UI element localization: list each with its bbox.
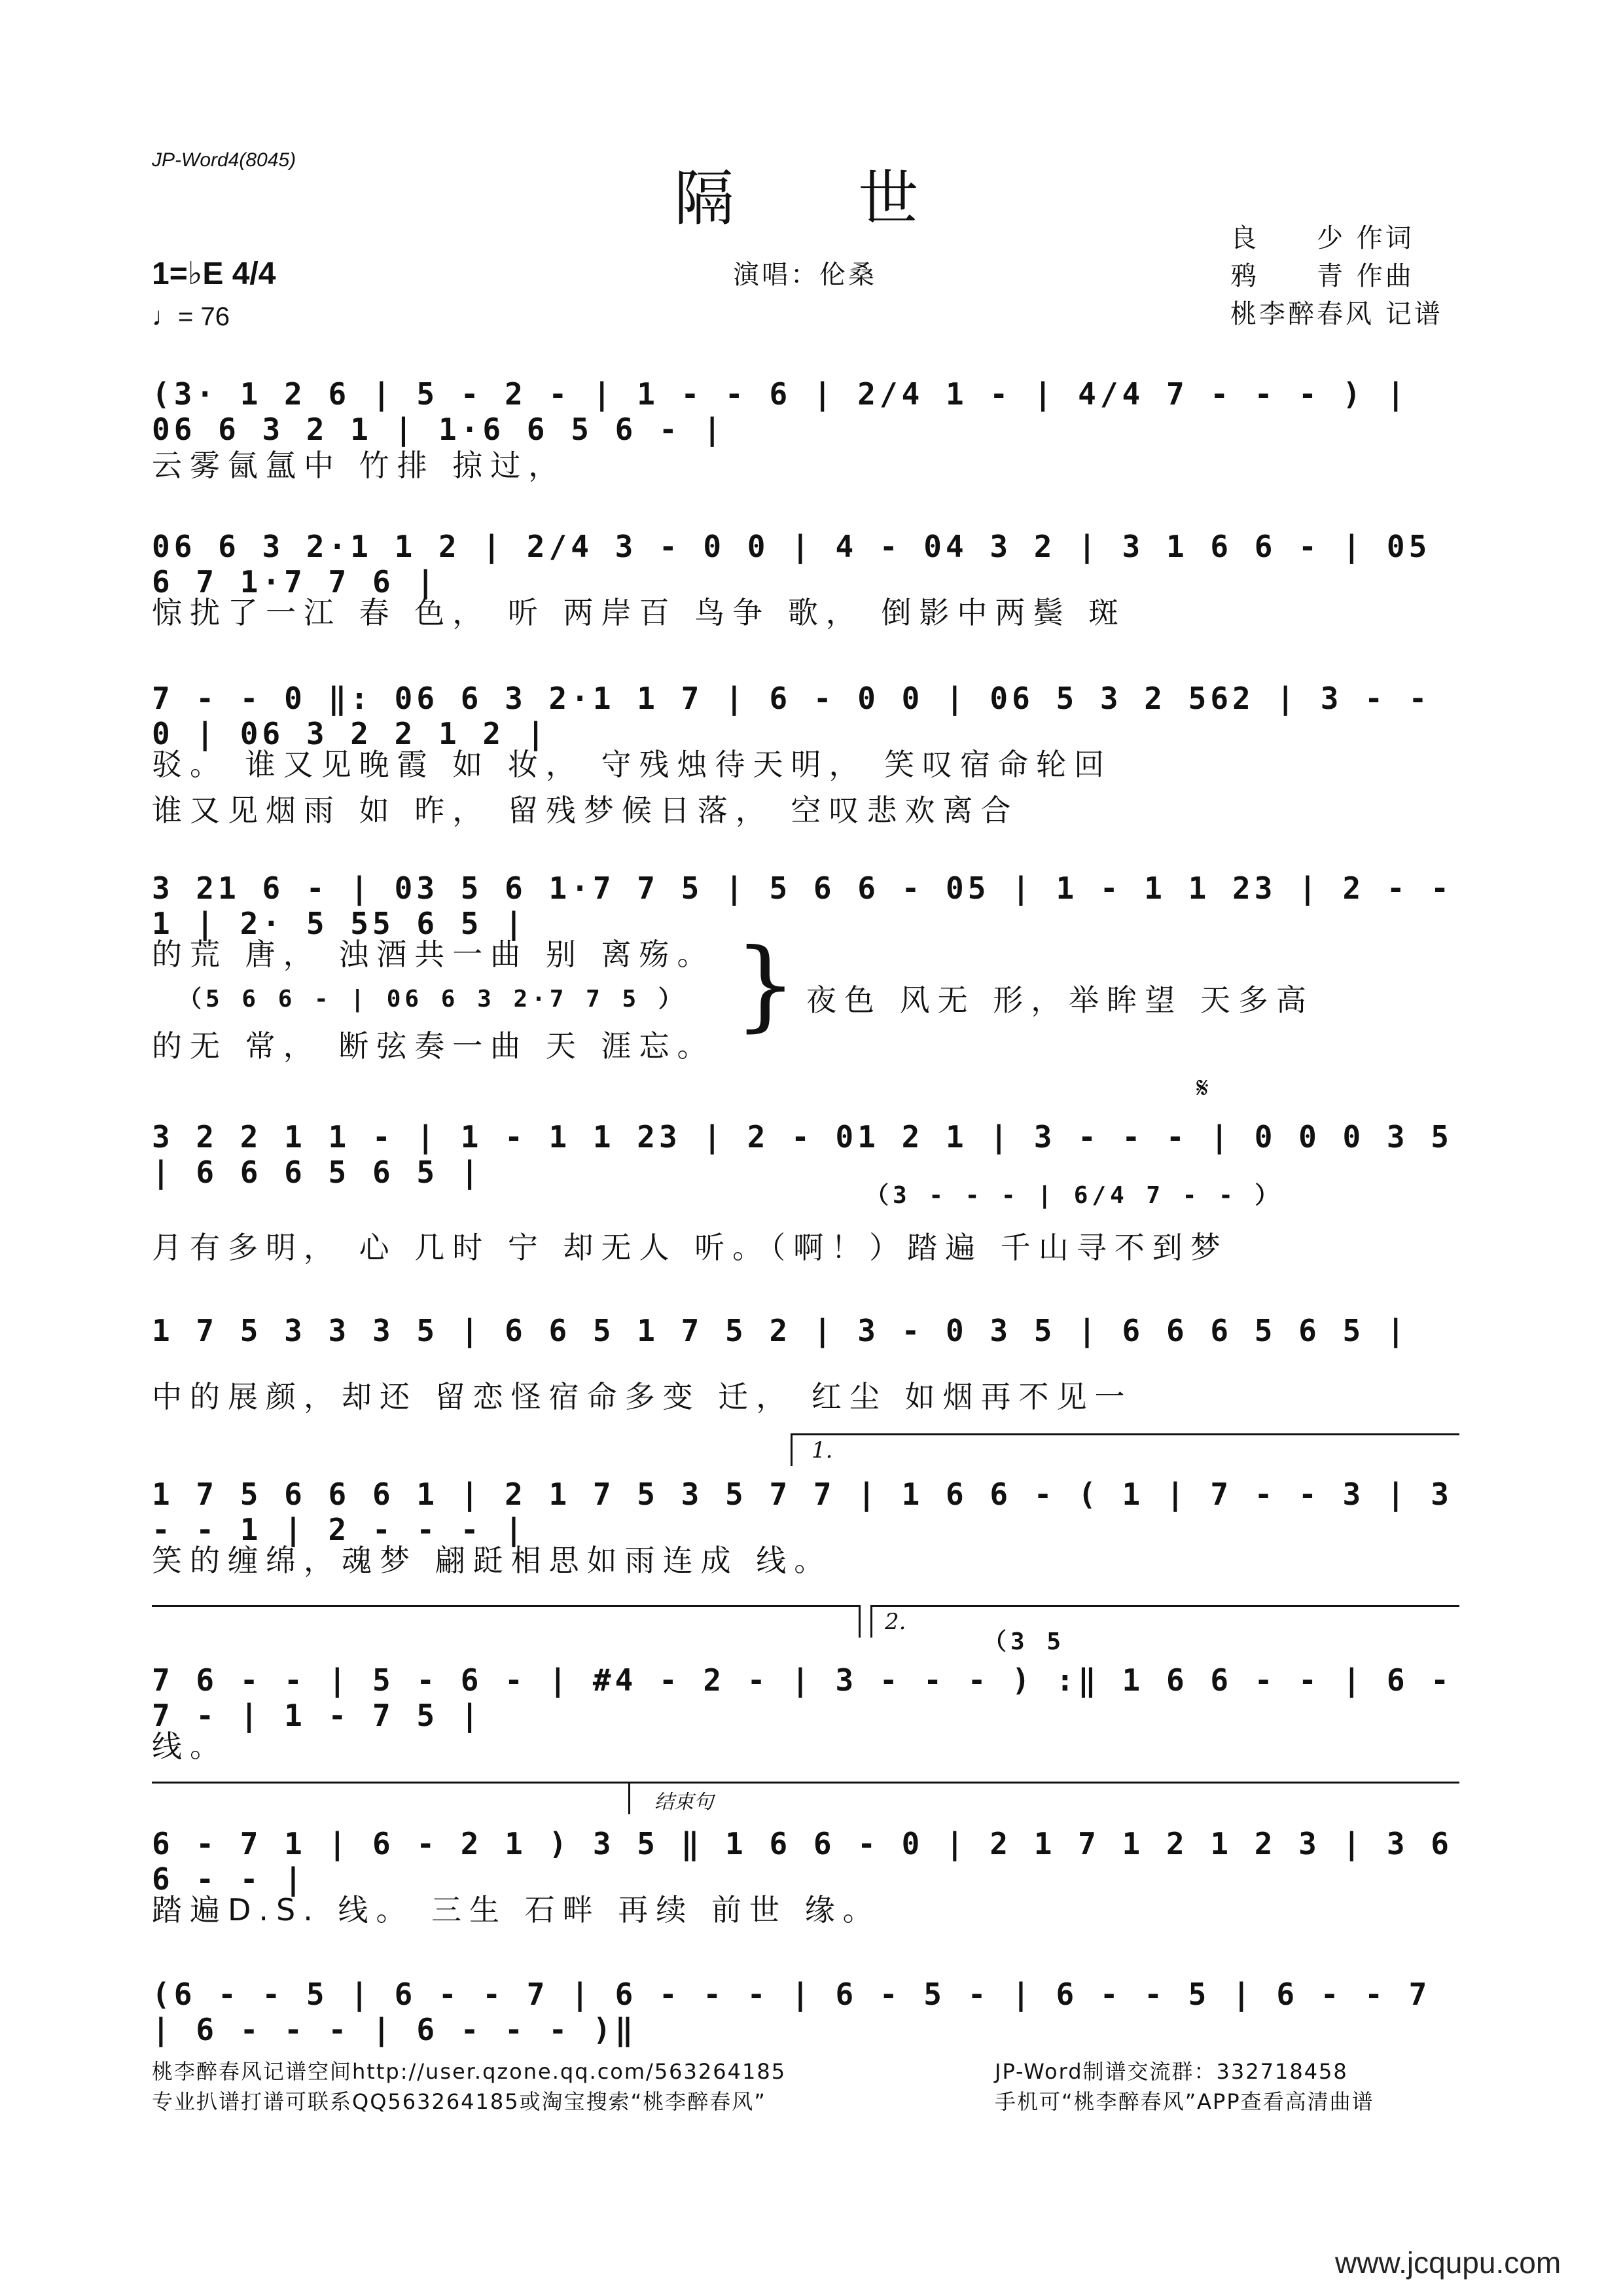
notation-line: (6 - - 5 | 6 - - 7 | 6 - - - | 6 - 5 - | 6 - - 5 | 6 - - 7 | 6 - - - | 6 - - - )‖ <box>152 1977 1431 2047</box>
composer-credit: 鸦 青 作曲 <box>1230 261 1414 291</box>
coda-label: 结束句 <box>654 1791 713 1813</box>
lyric-line: 踏遍D.S. 线。 三生 石畔 再续 前世 缘。 <box>152 1892 881 1928</box>
instrumental-interlude: （5 6 6 - | 06 6 3 2·7 7 5 ） <box>178 986 686 1013</box>
lyric-line-shared: 夜色 风无 形，举眸望 天多高 <box>806 982 1314 1018</box>
volta-bracket-1-end <box>859 1605 861 1638</box>
footer-app: 手机可“桃李醉春风”APP查看高清曲谱 <box>995 2089 1374 2114</box>
coda-bracket <box>152 1782 1459 1784</box>
second-ending-label: 2. <box>885 1609 906 1635</box>
lyric-line-verse1: 驳。 谁又见晚霞 如 妆， 守残烛待天明， 笑叹宿命轮回 <box>152 747 1113 782</box>
singer-label: 演唱：伦桑 <box>733 260 877 290</box>
key-signature: 1=♭E 4/4 <box>152 257 276 291</box>
first-ending-label: 1. <box>812 1437 833 1463</box>
lyric-line-verse1: 的荒 唐， 浊酒共一曲 别 离殇。 <box>152 937 715 972</box>
song-title: 隔 世 <box>674 164 971 234</box>
volta-bracket-2-edge <box>870 1605 872 1638</box>
notation-line: 7 6 - - | 5 - 6 - | #4 - 2 - | 3 - - - ) :‖ 1 6 6 - - | 6 - 7 - | 1 - 7 5 | <box>152 1662 1453 1733</box>
lyric-line: 惊扰了一江 春 色， 听 两岸百 鸟争 歌， 倒影中两鬓 斑 <box>152 595 1126 630</box>
footer-contact: 专业扒谱打谱可联系QQ563264185或淘宝搜索“桃李醉春风” <box>152 2089 766 2114</box>
volta-bracket-2 <box>870 1605 1459 1607</box>
software-label: JP-Word4(8045) <box>152 149 296 171</box>
volta-bracket-1-continued <box>152 1605 859 1607</box>
segno-sign: 𝄋 <box>1196 1072 1209 1104</box>
notation-line: 6 - 7 1 | 6 - 2 1 ) 3 5 ‖ 1 6 6 - 0 | 2 1 7 1 2 1 2 3 | 3 6 6 - - | <box>152 1826 1453 1897</box>
accompaniment-line: （3 - - - | 6/4 7 - - ） <box>865 1182 1283 1209</box>
lyric-line: 云雾氤氲中 竹排 掠过， <box>152 448 567 483</box>
footer-group: JP-Word制谱交流群：332718458 <box>995 2059 1348 2084</box>
lyric-line-verse2: 的无 常， 断弦奏一曲 天 涯忘。 <box>152 1028 715 1064</box>
volta-bracket-1-edge <box>791 1433 793 1466</box>
footer-qzone-link: 桃李醉春风记谱空间http://user.qzone.qq.com/563264185 <box>152 2059 787 2084</box>
notation-line: 06 6 3 2·1 1 2 | 2/4 3 - 0 0 | 4 - 04 3 2 | 3 1 6 6 - | 05 6 7 1·7 7 6 | <box>152 529 1431 600</box>
notation-line: 1 7 5 6 6 6 1 | 2 1 7 5 3 5 7 7 | 1 6 6 - ( 1 | 7 - - 3 | 3 - - 1 | 2 - - - | <box>152 1477 1453 1547</box>
volta-bracket-1 <box>791 1433 1459 1435</box>
notation-line: 3 21 6 - | 03 5 6 1·7 7 5 | 5 6 6 - 05 | 1 - 1 1 23 | 2 - - 1 | 2· 5 55 6 5 | <box>152 870 1453 941</box>
tempo-marking: ♩= 76 <box>152 302 230 331</box>
lyric-line: 笑的缠绵，魂梦 翩跹相思如雨连成 线。 <box>152 1543 832 1578</box>
lyric-line: 线。 <box>152 1729 228 1764</box>
notation-line: 3 2 2 1 1 - | 1 - 1 1 23 | 2 - 01 2 1 | 3 - - - | 0 0 0 3 5 | 6 6 6 5 6 5 | <box>152 1119 1453 1190</box>
lyric-line-verse2: 谁又见烟雨 如 昨， 留残梦候日落， 空叹悲欢离合 <box>152 793 1019 828</box>
notation-line: 1 7 5 3 3 3 5 | 6 6 5 1 7 5 2 | 3 - 0 3 5 | 6 6 6 5 6 5 | <box>152 1313 1409 1348</box>
lyricist-credit: 良 少 作词 <box>1230 223 1414 253</box>
coda-bracket-edge <box>628 1782 630 1814</box>
transcriber-credit: 桃李醉春风 记谱 <box>1230 299 1443 329</box>
verse-brace: } <box>734 928 797 1042</box>
notation-line: 7 - - 0 ‖: 06 6 3 2·1 1 7 | 6 - 0 0 | 06 5 3 2 562 | 3 - - 0 | 06 3 2 2 1 2 | <box>152 681 1431 751</box>
watermark: www.jcqupu.com <box>1335 2246 1561 2280</box>
accompaniment-line: （3 5 <box>983 1628 1065 1655</box>
lyric-line: 月有多明， 心 几时 宁 却无人 听。（啊！）踏遍 千山寻不到梦 <box>152 1230 1228 1265</box>
lyric-line: 中的展颜，却还 留恋怪宿命多变 迁， 红尘 如烟再不见一 <box>152 1379 1133 1414</box>
notation-line: (3· 1 2 6 | 5 - 2 - | 1 - - 6 | 2/4 1 - | 4/4 7 - - - ) | 06 6 3 2 1 | 1·6 6 5 6 - | <box>152 376 1409 447</box>
